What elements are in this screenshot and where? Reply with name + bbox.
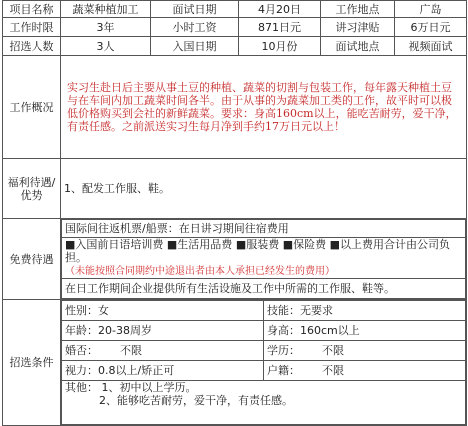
cond-marital xyxy=(62,341,264,361)
cond-education xyxy=(264,341,466,361)
header-row-3 xyxy=(3,37,467,56)
cond-education-value: 不限 xyxy=(322,344,344,357)
label-work-overview: 工作概况 xyxy=(3,56,61,159)
free-item-daily: ■生活用品费 xyxy=(166,238,233,251)
free-note: （未能按照合同期约中途退出者由本人承担已经发生的费用） xyxy=(65,266,335,277)
cond-marital-label: 婚否： xyxy=(65,344,98,357)
value-work-location: 广岛 xyxy=(395,1,467,18)
value-interview-date: 4月20日 xyxy=(239,1,321,18)
label-training-allowance: 讲习津贴 xyxy=(321,18,395,37)
job-info-table xyxy=(2,0,467,426)
free-treatment-table xyxy=(61,219,466,299)
label-interview-location: 面试地点 xyxy=(321,37,395,56)
label-welfare: 福利待遇/优势 xyxy=(3,159,61,219)
header-row-2 xyxy=(3,18,467,37)
value-recruit-count: 3人 xyxy=(61,37,151,56)
cond-other-item-2: 2、能够吃苦耐劳，爱干净，有责任感。 xyxy=(99,394,293,407)
cond-skills: 技能：无要求 xyxy=(264,301,466,321)
cond-registration xyxy=(264,361,466,381)
free-item-insurance: ■保险费 xyxy=(282,238,327,251)
label-hourly-wage: 小时工资 xyxy=(151,18,239,37)
label-interview-date: 面试日期 xyxy=(151,1,239,18)
value-entry-date: 10月份 xyxy=(239,37,321,56)
cond-marital-value: 不限 xyxy=(120,344,142,357)
welfare-text: 1、配发工作服、鞋。 xyxy=(61,159,467,219)
free-items-cell xyxy=(62,238,466,279)
header-row-1 xyxy=(3,1,467,18)
conditions-row xyxy=(3,300,467,426)
free-item-clothing: ■服装费 xyxy=(235,238,280,251)
label-work-location: 工作地点 xyxy=(321,1,395,18)
welfare-row xyxy=(3,159,467,219)
cond-other-item-1: 1、初中以上学历。 xyxy=(101,381,197,394)
cond-gender: 性别：女 xyxy=(62,301,264,321)
value-training-allowance: 6万日元 xyxy=(395,18,467,37)
free-item-company-pays: ■以上费用合计由公司负担。 xyxy=(65,238,451,264)
cond-other xyxy=(62,381,466,425)
value-interview-location: 视频面试 xyxy=(395,37,467,56)
cond-height: 身高：160cm以上 xyxy=(264,321,466,341)
cond-education-label: 学历： xyxy=(267,344,300,357)
label-work-period: 工作时限 xyxy=(3,18,61,37)
free-item-training: ■入国前日语培训费 xyxy=(65,238,164,251)
work-overview-text: 实习生赴日后主要从事土豆的种植、蔬菜的切割与包装工作，每年露天种植土豆与在车间内加工蔬菜时间各半。由于从事的为蔬菜加工类的工作，故平时可以极低价格购买到会社的新鲜蔬菜。要求：身高160cm以上，能吃苦耐劳，爱干净，有责任感。之前派送实习生每月净到手约17万日元以上！ xyxy=(61,56,467,159)
label-conditions: 招选条件 xyxy=(3,300,61,426)
free-line-airfare: 国际间往返机票/船票：在日讲习期间往宿费用 xyxy=(62,220,466,238)
overview-row xyxy=(3,56,467,159)
value-project-name: 蔬菜种植加工 xyxy=(61,1,151,18)
value-work-period: 3年 xyxy=(61,18,151,37)
label-free-treatment: 免费待遇 xyxy=(3,219,61,300)
free-treatment-row xyxy=(3,219,467,300)
label-recruit-count: 招选人数 xyxy=(3,37,61,56)
cond-registration-value: 不限 xyxy=(322,364,344,377)
value-hourly-wage: 871日元 xyxy=(239,18,321,37)
cond-other-label: 其他： xyxy=(65,381,98,394)
label-project-name: 项目名称 xyxy=(3,1,61,18)
cond-age: 年龄：20-38周岁 xyxy=(62,321,264,341)
free-line-facilities: 在日工作期间企业提供所有生活设施及工作中所需的工作服、鞋等。 xyxy=(62,279,466,299)
cond-registration-label: 户籍： xyxy=(267,364,300,377)
cond-vision: 视力：0.8以上/矫正可 xyxy=(62,361,264,381)
label-entry-date: 入国日期 xyxy=(151,37,239,56)
conditions-table xyxy=(61,300,466,425)
